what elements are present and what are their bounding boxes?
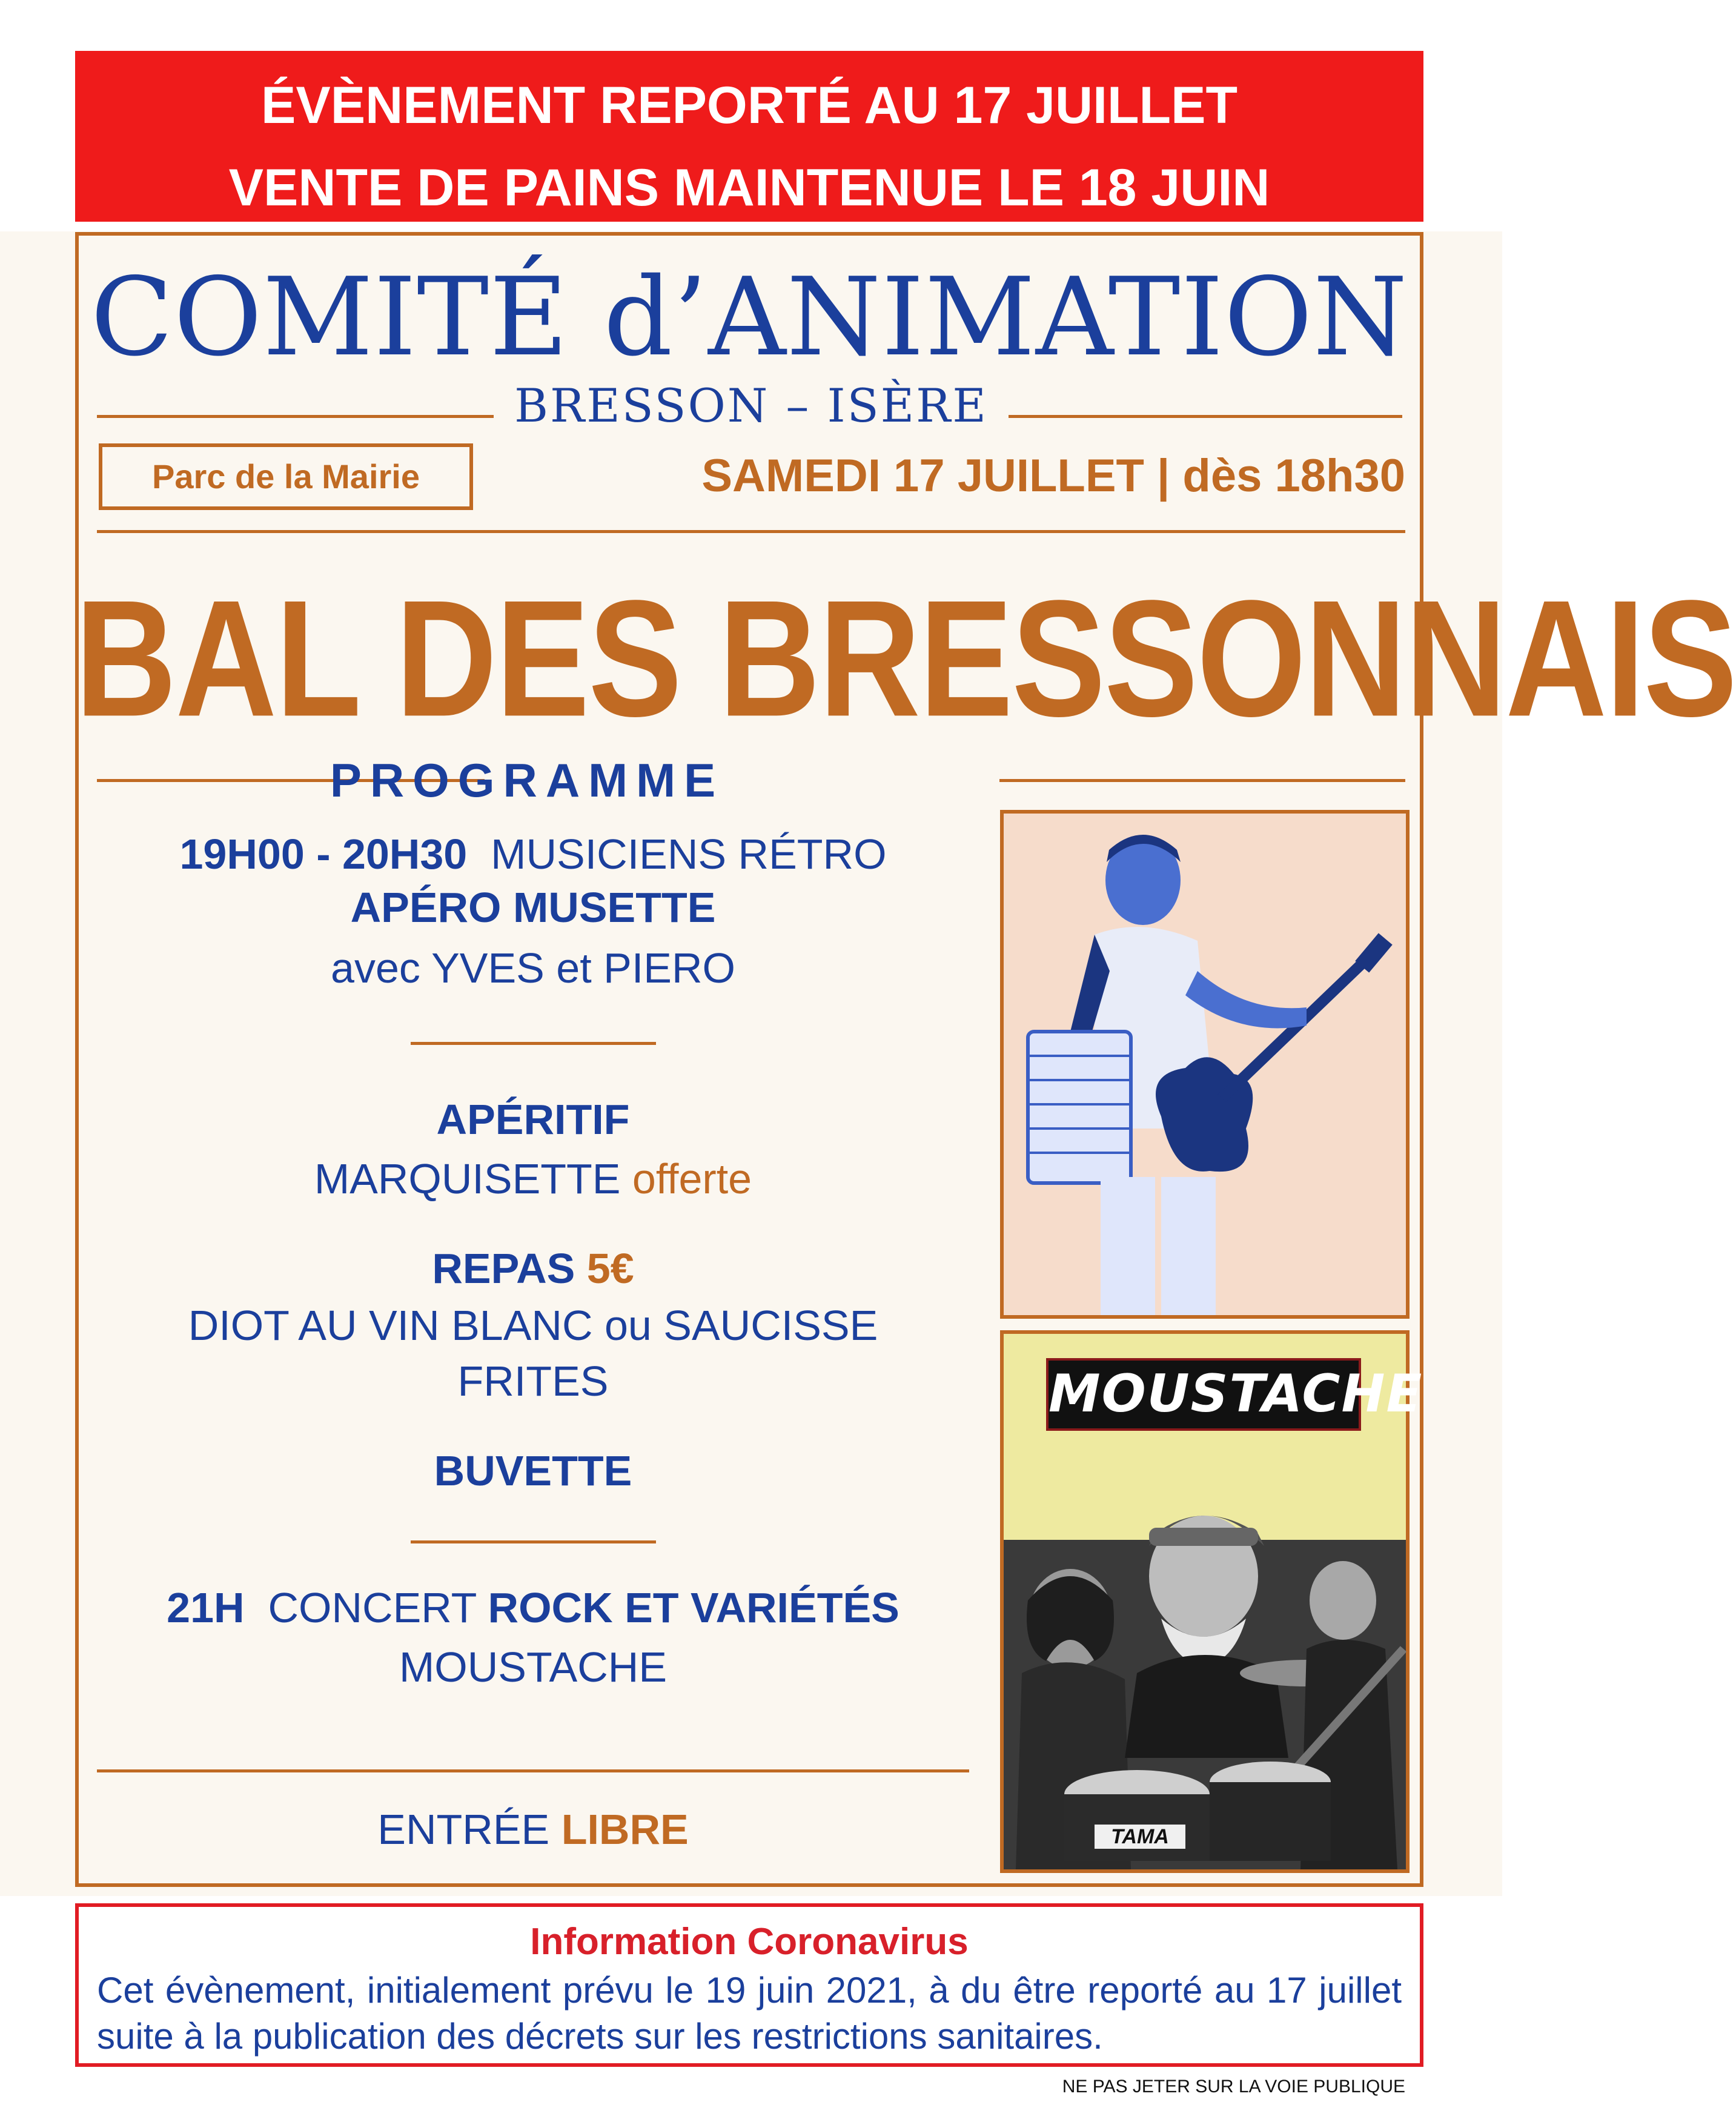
drum-brand-label: TAMA [1111,1825,1169,1848]
divider-full [97,530,1405,533]
band-illustration [1004,1334,1406,1869]
aperitif-title: APÉRITIF [436,1096,630,1143]
programme-separator-1 [411,1042,656,1045]
location-subtitle: BRESSON – ISÈRE [514,379,988,433]
entry-value: LIBRE [561,1806,689,1853]
programme-divider-right [999,779,1405,782]
bar-title: BUVETTE [434,1447,632,1494]
band-logo: MOUSTACHE [1046,1358,1361,1431]
entry-divider [97,1769,969,1772]
concert-genre: ROCK ET VARIÉTÉS [488,1584,899,1631]
band-photo [1000,1330,1423,1873]
banner-line-1: ÉVÈNEMENT REPORTÉ AU 17 JUILLET [261,76,1237,134]
info-title: Information Coronavirus [530,1921,969,1963]
programme-heading: PROGRAMME [330,754,724,807]
info-text: Cet évènement, initialement prévu le 19 juin 2021, à du être reporté au 17 juillet suite à la publication des décrets sur les restrictions sanitaires. [97,1970,1402,2057]
act-label: MUSICIENS RÉTRO [491,830,887,878]
musician-photo [1000,810,1410,1319]
musicians-names: avec YVES et PIERO [331,944,735,992]
event-title: BAL DES BRESSONNAIS [75,566,1736,752]
footer-notice: NE PAS JETER SUR LA VOIE PUBLIQUE [1062,2077,1405,2097]
event-date: SAMEDI 17 JUILLET | dès 18h30 [701,450,1405,502]
programme-separator-2 [411,1540,656,1543]
coronavirus-info-box [75,1903,1423,2067]
meal-title: REPAS [432,1245,575,1292]
apero-musette-title: APÉRO MUSETTE [350,884,716,931]
entry-label: ENTRÉE [377,1806,550,1853]
banner-line-2: VENTE DE PAINS MAINTENUE LE 18 JUIN [228,159,1270,217]
organizer-title: COMITÉ d’ANIMATION [90,254,1408,380]
meal-line [97,1243,969,1294]
meal-price: 5€ [586,1245,634,1292]
programme-time-1 [97,829,969,880]
postponement-banner [75,51,1423,222]
concert-line [97,1582,969,1633]
accordion-guitarist-illustration [1004,814,1406,1315]
band-name: MOUSTACHE [399,1643,668,1691]
aperitif-item: MARQUISETTE [314,1155,621,1202]
time-label: 19H00 - 20H30 [179,830,468,878]
concert-label: CONCERT [268,1584,477,1631]
venue-box: Parc de la Mairie [99,443,473,510]
aperitif-note: offerte [632,1155,752,1202]
entry-line [97,1804,969,1855]
meal-side: FRITES [457,1358,609,1405]
meal-description: DIOT AU VIN BLANC ou SAUCISSE [188,1302,878,1349]
concert-time: 21H [167,1584,245,1631]
aperitif-line [97,1153,969,1204]
